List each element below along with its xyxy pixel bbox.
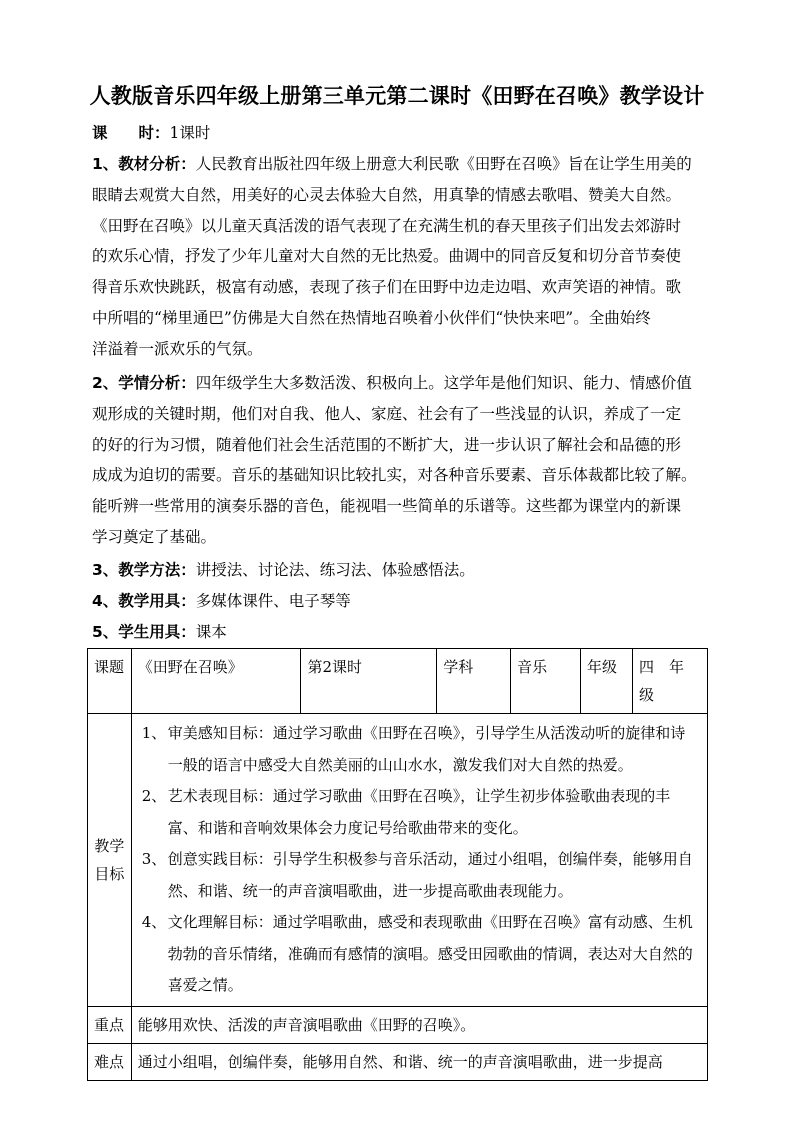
section-line: 《田野在召唤》以儿童天真活泼的语气表现了在充满生机的春天里孩子们出发去郊游时 (92, 216, 682, 235)
goal-item: 4、 文化理解目标：通过学唱歌曲，感受和表现歌曲《田野在召唤》富有动感、生机勃勃的音乐情绪，准确而有感情的演唱。感受田园歌曲的情调，表达对大自然的喜爱之情。 (141, 913, 693, 994)
goal-item: 3、 创意实践目标：引导学生积极参与音乐活动，通过小组唱，创编伴奏，能够用自然、和谐、统一的声音演唱歌曲，进一步提高歌曲表现能力。 (141, 850, 693, 900)
period-value: 1课时 (169, 124, 211, 142)
section-label: 2、学情分析： (92, 374, 196, 392)
section-line: 洋溢着一派欢乐的气氛。 (92, 339, 263, 358)
section-line: 四年级学生大多数活泼、积极向上。这学年是他们知识、能力、情感价值 (195, 374, 692, 392)
section-line: 人民教育出版社四年级上册意大利民歌《田野在召唤》旨在让学生用美的 (195, 155, 692, 173)
section-teaching-methods (92, 555, 712, 586)
table-row-goals (88, 714, 708, 1007)
section-line: 学习奠定了基础。 (92, 527, 217, 546)
table-row-difficulty (88, 1043, 708, 1080)
grade-cell: 四 年级 (633, 649, 708, 714)
lesson-plan-table (87, 648, 708, 1081)
document-title: 人教版音乐四年级上册第三单元第二课时《田野在召唤》教学设计 (89, 84, 705, 108)
section-line: 课本 (195, 623, 227, 641)
difficulty-label-cell: 难点 (88, 1043, 132, 1080)
section-line: 多媒体课件、电子琴等 (195, 592, 351, 610)
period-line (92, 118, 712, 149)
section-line: 观形成的关键时期，他们对自我、他人、家庭、社会有了一些浅显的认识，养成了一定 (92, 404, 682, 423)
goal-item: 2、 艺术表现目标：通过学习歌曲《田野在召唤》，让学生初步体验歌曲表现的丰富、和谐和音响效果体会力度记号给歌曲带来的变化。 (141, 787, 671, 837)
topic-label-cell: 课题 (88, 649, 132, 714)
section-label: 1、教材分析： (92, 155, 196, 173)
difficulty-cell: 通过小组唱，创编伴奏，能够用自然、和谐、统一的声音演唱歌曲，进一步提高 (131, 1043, 707, 1080)
subject-cell: 音乐 (511, 649, 581, 714)
topic-cell: 《田野在召唤》 (131, 649, 301, 714)
key-label-cell: 重点 (88, 1006, 132, 1043)
section-label: 4、教学用具： (92, 592, 196, 610)
grade-label-cell: 年级 (581, 649, 633, 714)
subject-label-cell: 学科 (437, 649, 511, 714)
table-row-header (88, 649, 708, 714)
section-label: 3、教学方法： (92, 561, 196, 579)
section-label: 5、学生用具： (92, 623, 196, 641)
period-label: 课 时： (92, 124, 170, 142)
lesson-cell: 第2课时 (301, 649, 437, 714)
section-material-analysis (92, 149, 702, 365)
section-line: 讲授法、讨论法、练习法、体验感悟法。 (195, 561, 475, 579)
key-cell: 能够用欢快、活泼的声音演唱歌曲《田野的召唤》。 (131, 1006, 707, 1043)
goals-cell (131, 714, 707, 1007)
section-line: 中所唱的“梯里通巴”仿佛是大自然在热情地召唤着小伙伴们“快快来吧”。全曲始终 (92, 308, 651, 327)
section-line: 眼睛去观赏大自然，用美好的心灵去体验大自然，用真挚的情感去歌唱、赞美大自然。 (92, 185, 682, 204)
section-student-tools (92, 617, 712, 648)
table-row-key-point (88, 1006, 708, 1043)
goal-item: 1、 审美感知目标：通过学习歌曲《田野在召唤》，引导学生从活泼动听的旋律和诗一般的语言中感受大自然美丽的山山水水，激发我们对大自然的热爱。 (141, 724, 686, 774)
section-line: 的欢乐心情，抒发了少年儿童对大自然的无比热爱。曲调中的同音反复和切分音节奏使 (92, 247, 682, 266)
section-student-analysis (92, 368, 702, 553)
goals-label-cell: 教学目标 (88, 714, 132, 1007)
section-line: 得音乐欢快跳跃，极富有动感，表现了孩子们在田野中边走边唱、欢声笑语的神情。歌 (92, 278, 682, 297)
section-teaching-tools (92, 586, 712, 617)
section-line: 的好的行为习惯，随着他们社会生活范围的不断扩大，进一步认识了解社会和品德的形 (92, 435, 682, 454)
section-line: 能听辨一些常用的演奏乐器的音色，能视唱一些简单的乐谱等。这些都为课堂内的新课 (92, 497, 682, 516)
section-line: 成成为迫切的需要。音乐的基础知识比较扎实，对各种音乐要素、音乐体裁都比较了解。 (92, 466, 697, 485)
